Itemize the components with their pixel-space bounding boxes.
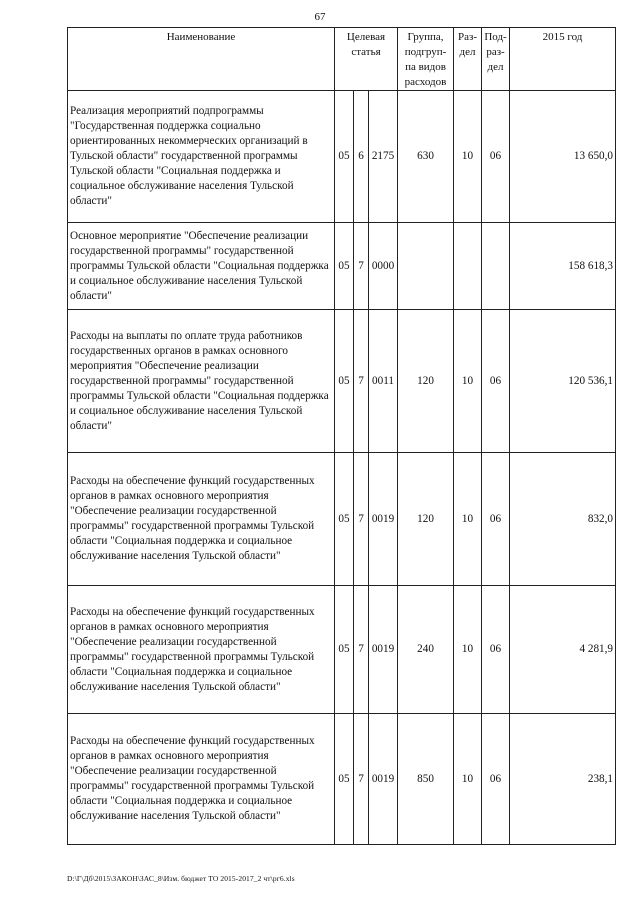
budget-table [67, 27, 616, 845]
expense-group: 120 [398, 310, 454, 453]
row-name: Основное мероприятие "Обеспечение реализации государственной программы" государственной программы Тульской области "Социальная поддержка и социальное обслуживание населения Тульской области" [68, 223, 335, 310]
subsection: 06 [482, 586, 510, 714]
row-name: Расходы на обеспечение функций государственных органов в рамках основного мероприятия "Обеспечение реализации государственной программы" государственной программы Тульской области "Социальная поддержка и социальное обслуживание населения Тульской области" [68, 453, 335, 586]
table-row [68, 310, 616, 453]
row-name: Расходы на обеспечение функций государственных органов в рамках основного мероприятия "Обеспечение реализации государственной программы" государственной программы Тульской области "Социальная поддержка и социальное обслуживание населения Тульской области" [68, 586, 335, 714]
header-target-article: Целевая статья [335, 28, 398, 91]
target-code-3: 0019 [369, 586, 398, 714]
target-code-2: 7 [354, 714, 369, 845]
expense-group: 850 [398, 714, 454, 845]
target-code-3: 0019 [369, 453, 398, 586]
target-code-3: 0019 [369, 714, 398, 845]
amount-2015: 120 536,1 [510, 310, 616, 453]
header-year-2015: 2015 год [510, 28, 616, 91]
file-path-footer: D:\Г\Дб\2015\ЗАКОН\ЗАС_8\Изм. бюджет ТО 2015-2017_2 чт\рг6.xls [67, 874, 295, 883]
amount-2015: 832,0 [510, 453, 616, 586]
section: 10 [454, 91, 482, 223]
page-number: 67 [314, 11, 326, 23]
header-subsection: Под-раз-дел [482, 28, 510, 91]
subsection: 06 [482, 310, 510, 453]
table-row [68, 714, 616, 845]
target-code-2: 7 [354, 223, 369, 310]
table-row [68, 91, 616, 223]
target-code-2: 7 [354, 586, 369, 714]
target-code-1: 05 [335, 223, 354, 310]
target-code-1: 05 [335, 310, 354, 453]
section: 10 [454, 586, 482, 714]
section [454, 223, 482, 310]
section: 10 [454, 453, 482, 586]
amount-2015: 4 281,9 [510, 586, 616, 714]
target-code-3: 2175 [369, 91, 398, 223]
expense-group: 120 [398, 453, 454, 586]
subsection: 06 [482, 453, 510, 586]
target-code-2: 7 [354, 453, 369, 586]
section: 10 [454, 714, 482, 845]
subsection [482, 223, 510, 310]
header-name: Наименование [68, 28, 335, 91]
target-code-1: 05 [335, 91, 354, 223]
expense-group [398, 223, 454, 310]
header-expense-group: Группа, подгруп-па видов расходов [398, 28, 454, 91]
row-name: Реализация мероприятий подпрограммы "Государственная поддержка социально ориентированных некоммерческих организаций в Тульской области" государственной программы Тульской области "Социальная поддержка и социальное обслуживание населения Тульской области" [68, 91, 335, 223]
amount-2015: 238,1 [510, 714, 616, 845]
target-code-1: 05 [335, 714, 354, 845]
amount-2015: 13 650,0 [510, 91, 616, 223]
table-row [68, 453, 616, 586]
target-code-2: 6 [354, 91, 369, 223]
row-name: Расходы на обеспечение функций государственных органов в рамках основного мероприятия "Обеспечение реализации государственной программы" государственной программы Тульской области "Социальная поддержка и социальное обслуживание населения Тульской области" [68, 714, 335, 845]
table-row [68, 223, 616, 310]
row-name: Расходы на выплаты по оплате труда работников государственных органов в рамках основного мероприятия "Обеспечение реализации государственной программы" государственной программы Тульской области "Социальная поддержка и социальное обслуживание населения Тульской области" [68, 310, 335, 453]
section: 10 [454, 310, 482, 453]
amount-2015: 158 618,3 [510, 223, 616, 310]
target-code-1: 05 [335, 586, 354, 714]
table-row [68, 586, 616, 714]
subsection: 06 [482, 714, 510, 845]
expense-group: 240 [398, 586, 454, 714]
expense-group: 630 [398, 91, 454, 223]
target-code-1: 05 [335, 453, 354, 586]
target-code-3: 0011 [369, 310, 398, 453]
subsection: 06 [482, 91, 510, 223]
target-code-3: 0000 [369, 223, 398, 310]
header-section: Раз-дел [454, 28, 482, 91]
header-row [68, 28, 616, 91]
target-code-2: 7 [354, 310, 369, 453]
